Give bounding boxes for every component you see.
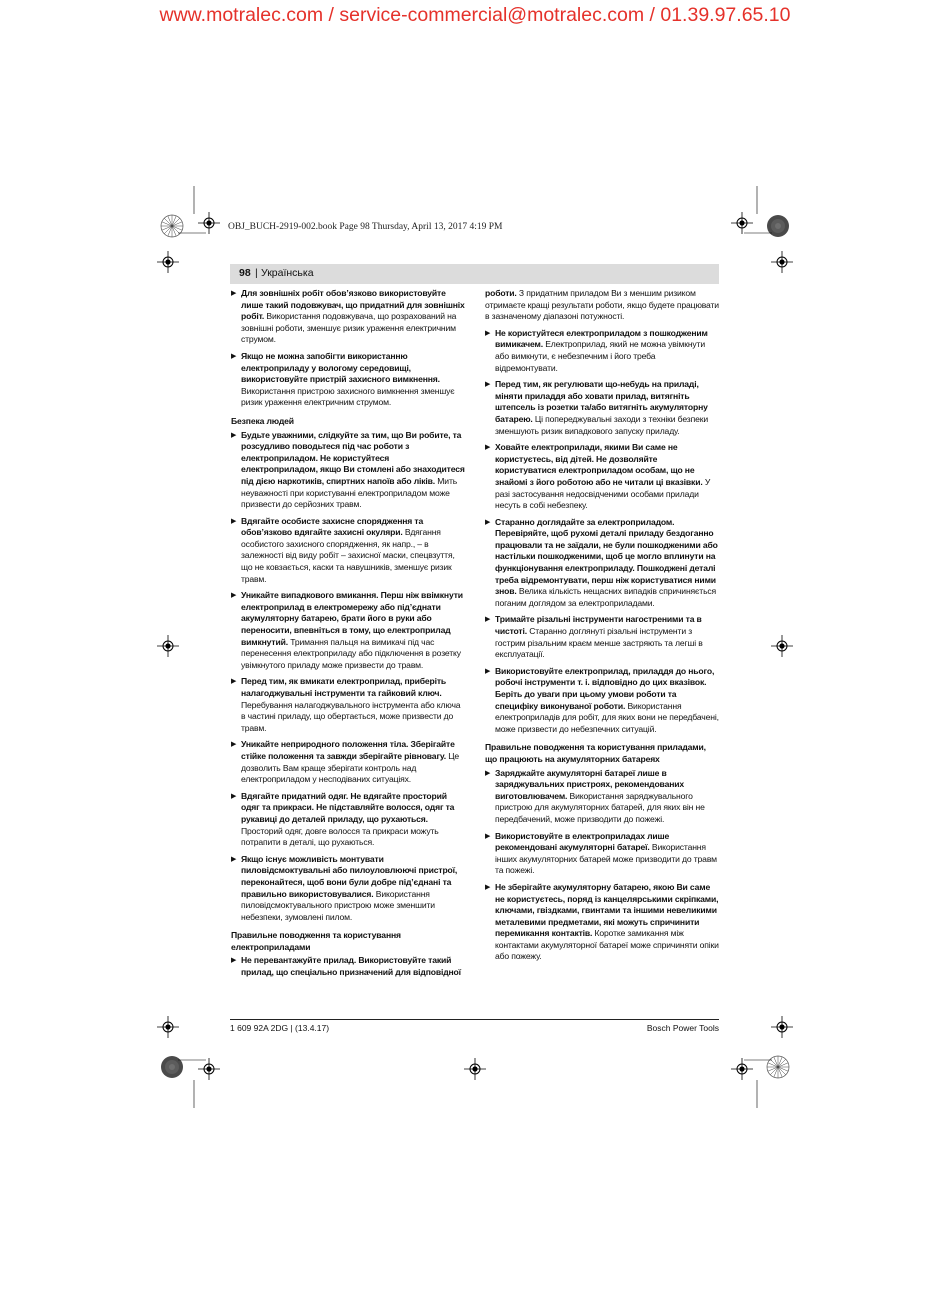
bullet-item [485,517,719,610]
left-column [231,288,467,984]
bold-instruction: Перед тим, як вмикати електроприлад, приберіть налагоджувальні інструменти та гайковий ключ. [241,676,447,698]
explanation-text: Використання заряджувального пристрою для акумуляторних батарей, для яких він не передбачений, може призводити до пожежі. [495,790,705,824]
explanation-text: Тримання пальця на вимикачі під час перенесення електроприладу або підключення в розетку увімкнутого приладу може призвести до травм. [241,636,461,670]
bold-instruction: Вдягайте особисте захисне спорядження та обов’язково вдягайте захисні окуляри. [241,515,424,538]
bullet-arrow-icon: ▶ [231,741,237,749]
bullet-arrow-icon: ▶ [231,517,237,525]
footer-divider [230,1019,719,1020]
bold-instruction: Для зовнішніх робіт обов’язково використовуйте лише такий подовжувач, що придатний для зовнішніх робіт. [241,288,465,322]
bold-instruction: Ховайте електроприлади, якими Ви саме не користуєтесь, від дітей. Не дозволяйте користуватися електроприладом особам, що не знайомі з його роботою або не читали ці вказівки. [495,442,703,487]
bullet-item [485,442,719,512]
explanation-text: З придатним приладом Ви з меншим ризиком отримаєте кращі результати роботи, якщо будете працювати в зазначеному діапазоні потужності. [485,288,719,322]
language-label: Українська [261,267,314,279]
section-heading: Безпека людей [231,415,294,426]
explanation-text: Коротке замикання між контактами акумуляторної батареї може спричиняти опіки або пожежу. [495,928,719,962]
bullet-item [231,288,467,346]
bullet-arrow-icon: ▶ [485,832,491,840]
explanation-text: Вдягання особистого захисного спорядження, як напр., – в залежності від виду робіт – захисної маски, спецвзуття, що не ковзається, каски та навушників, зменшує ризик травм. [241,527,455,584]
bullet-arrow-icon: ▶ [231,678,237,686]
bullet-arrow-icon: ▶ [485,518,491,526]
bullet-item [231,430,467,511]
bullet-arrow-icon: ▶ [231,957,237,965]
bullet-arrow-icon: ▶ [485,667,491,675]
bullet-item [231,590,467,671]
page-number: 98 [239,267,251,279]
explanation-text: У разі застосування недосвідченими особами прилади несуть в собі небезпеку. [495,476,711,511]
explanation-text: Використання електроприладів для робіт, для яких вони не передбачені, може призвести до небезпечних ситуацій. [495,700,719,734]
explanation-text: Старанно доглянуті різальні інструменти з гострим різальним краєм менше застряють та легші в експлуатації. [495,626,703,660]
right-column [485,288,719,968]
bullet-arrow-icon: ▶ [485,616,491,624]
bold-instruction: Заряджайте акумуляторні батареї лише в заряджувальних пристроях, рекомендованих виготовлювачем. [495,767,684,801]
bullet-arrow-icon: ▶ [231,855,237,863]
bullet-arrow-icon: ▶ [485,444,491,452]
footer-brand: Bosch Power Tools [646,1023,719,1033]
bullet-arrow-icon: ▶ [231,792,237,800]
bullet-arrow-icon: ▶ [485,883,491,891]
explanation-text: Використання пиловідсмоктувального пристрою може зменшити небезпеки, зумовлені пилом. [241,888,435,922]
bullet-arrow-icon: ▶ [231,352,237,360]
explanation-text: Використання подовжувача, що розрахований на зовнішні роботи, зменшує ризик ураження електричним струмом. [241,311,457,345]
bullet-arrow-icon: ▶ [485,381,491,389]
bold-instruction: Будьте уважними, слідкуйте за тим, що Ви робите, та розсудливо поводьтеся під час роботи з електроприладом. Не користуйтеся електроприладом, якщо Ви стомлені або знаходитеся під дією наркотиків, спиртних напоїв або ліків. [241,429,465,486]
explanation-text: Використання пристрою захисного вимкнення зменшує ризик ураження електричним струмом. [241,385,455,408]
bold-instruction: Використовуйте в електроприладах лише рекомендовані акумуляторні батареї. [495,830,670,853]
bold-instruction: Не перевантажуйте прилад. Використовуйте такий прилад, що спеціально призначений для відповідної [241,955,461,978]
bullet-item [231,791,467,849]
bullet-item [485,614,719,660]
bullet-arrow-icon: ▶ [231,290,237,297]
header-separator: | [255,267,258,279]
explanation-text: Велика кількість нещасних випадків спричиняється поганим доглядом за електроприладами. [495,586,717,608]
bullet-item [485,666,719,736]
explanation-text: Використання інших акумуляторних батарей може призводити до травм та пожежі. [495,842,717,876]
explanation-text: Перебування налагоджувального інструмента або ключа в частині приладу, що обертається, може призвести до травм. [241,699,461,733]
page-header [230,264,719,284]
explanation-text: Просторий одяг, довге волосся та прикраси можуть потрапити в деталі, що рухаються. [241,825,439,848]
section-heading: Правильне поводження та користування приладами, що працюють на акумуляторних батареях [485,742,706,764]
bullet-item [485,831,719,877]
file-info: OBJ_BUCH-2919-002.book Page 98 Thursday, April 13, 2017 4:19 PM [228,222,503,232]
bold-instruction: Використовуйте електроприлад, приладдя до нього, робочі інструменти т. і. відповідно до цих вказівок. Беріть до уваги при цьому умови роботи та специфіку виконуваної роботи. [495,665,715,711]
bold-instruction: Уникайте неприродного положення тіла. Зберігайте стійке положення та завжди зберігайте рівновагу. [241,739,455,761]
bold-instruction: Тримайте різальні інструменти нагостреними та в чистоті. [495,614,702,637]
bold-instruction: Уникайте випадкового вмикання. Перш ніж ввімкнути електроприлад в електромережу або під’єднати акумуляторну батарею, брати його в руки або переносити, впевніться в тому, що електроприлад вимкнутий. [241,590,463,647]
bullet-arrow-icon: ▶ [231,592,237,600]
bullet-item [485,379,719,437]
bold-instruction: Вдягайте придатний одяг. Не вдягайте просторий одяг та прикраси. Не підставляйте волосся, одяг та рукавиці до деталей приладу, що рухаються. [241,790,455,824]
explanation-text: Електроприлад, який не можна увімкнути або вимкнути, є небезпечним і його треба відремонтувати. [495,339,706,373]
bold-instruction: Якщо не можна запобігти використанню електроприладу у вологому середовищі, використовуйте пристрій захисного вимкнення. [241,350,440,385]
bullet-arrow-icon: ▶ [231,431,237,439]
bullet-item [485,768,719,826]
bullet-item [231,676,467,734]
bold-instruction: Якщо існує можливість монтувати пиловідсмоктувальні або пилоуловлюючі пристрої, переконайтеся, щоб вони були добре під’єднані та правильно використовувалися. [241,853,458,899]
explanation-text: Ці попереджувальні заходи з техніки безпеки зменшують ризик випадкового запуску приладу. [495,413,708,436]
footer-doc-code: 1 609 92A 2DG | (13.4.17) [230,1023,330,1033]
contact-banner[interactable]: www.motralec.com / service-commercial@motralec.com / 01.39.97.65.10 [159,4,791,26]
bold-instruction: роботи. [485,288,517,298]
bold-instruction: Перед тим, як регулювати що-небудь на приладі, міняти приладдя або ховати прилад, витягніть штепсель із розетки та/або витягніть акумуляторну батарею. [495,379,708,424]
bullet-item [231,351,467,409]
paragraph [485,288,719,323]
bullet-arrow-icon: ▶ [485,769,491,777]
bold-instruction: Не користуйтеся електроприладом з пошкодженим вимикачем. [495,327,708,350]
bullet-item [231,955,467,978]
section-heading: Правильне поводження та користування електроприладами [231,930,401,952]
bold-instruction: Старанно доглядайте за електроприладом. Перевіряйте, щоб рухомі деталі приладу бездоганно працювали та не заїдали, не були пошкодженими або настільки пошкодженими, щоб це могло вплинути на функціонування електроприладу. Пошкоджені деталі треба відремонтувати, перш ніж користуватися ними знов. [495,516,718,597]
explanation-text: Мить неуважності при користуванні електроприладом може призвести до серйозних травм. [241,475,458,510]
bullet-item [231,516,467,586]
bullet-arrow-icon: ▶ [485,329,491,337]
bold-instruction: Не зберігайте акумуляторну батарею, якою Ви саме не користуєтесь, поряд із канцелярськими скріпками, ключами, гвіздками, гвинтами та іншими невеликими металевими предметами, які можуть спричинити перемикання контактів. [495,881,719,939]
bullet-item [231,854,467,924]
bullet-item [485,328,719,374]
bullet-item [231,739,467,785]
bullet-item [485,882,719,963]
explanation-text: Це дозволить Вам краще зберігати контроль над електроприладом у несподіваних ситуаціях. [241,750,460,785]
